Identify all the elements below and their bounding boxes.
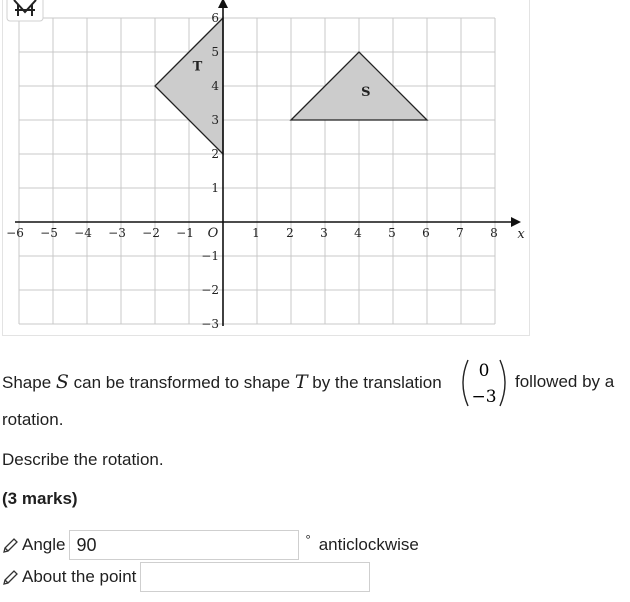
y-tick-label: 1 bbox=[211, 181, 219, 195]
vector-bottom: −3 bbox=[471, 387, 497, 407]
y-tick-label: 5 bbox=[211, 45, 219, 59]
x-tick-label: 3 bbox=[320, 226, 328, 240]
x-tick-label: 5 bbox=[388, 226, 396, 240]
y-tick-label: 4 bbox=[211, 79, 219, 93]
translation-vector bbox=[456, 356, 512, 410]
x-tick-label: 6 bbox=[422, 226, 430, 240]
q-text-a: Shape bbox=[2, 373, 52, 392]
shape-label-t: T bbox=[192, 59, 203, 75]
x-tick-label: −6 bbox=[6, 226, 24, 240]
question-line-1 bbox=[2, 371, 442, 394]
vector-top: 0 bbox=[478, 361, 490, 381]
point-row bbox=[2, 562, 370, 592]
y-tick-label: −3 bbox=[201, 317, 219, 331]
y-tick-label: −1 bbox=[201, 249, 219, 263]
y-tick-label: 6 bbox=[211, 11, 219, 25]
x-axis-arrow bbox=[511, 217, 521, 227]
y-tick-label: 3 bbox=[211, 113, 219, 127]
coordinate-grid bbox=[3, 0, 531, 336]
origin-label: O bbox=[207, 226, 219, 241]
x-axis-label: x bbox=[517, 227, 525, 242]
marks-label: (3 marks) bbox=[2, 489, 78, 508]
angle-row bbox=[2, 530, 419, 560]
q-text-d: followed by a bbox=[515, 372, 615, 391]
angle-label: Angle bbox=[22, 535, 66, 554]
y-tick-label: −2 bbox=[201, 283, 219, 297]
shape-s-symbol: S bbox=[55, 371, 69, 393]
q-text-b: can be transformed to shape bbox=[73, 373, 291, 392]
question-line-3: Describe the rotation. bbox=[2, 450, 164, 469]
x-tick-label: 2 bbox=[286, 226, 294, 240]
x-tick-label: 1 bbox=[252, 226, 260, 240]
degree-symbol: ° bbox=[305, 531, 311, 547]
x-tick-label: 8 bbox=[490, 226, 498, 240]
question-line-2: rotation. bbox=[2, 410, 64, 429]
x-tick-label: 7 bbox=[456, 226, 464, 240]
point-label: About the point bbox=[22, 567, 137, 586]
x-tick-label: −1 bbox=[176, 226, 194, 240]
x-tick-label: 4 bbox=[354, 226, 362, 240]
shape-label-s: S bbox=[361, 85, 371, 101]
x-tick-label: −4 bbox=[74, 226, 92, 240]
direction-label: anticlockwise bbox=[318, 535, 419, 554]
angle-input[interactable] bbox=[69, 530, 299, 560]
point-input[interactable] bbox=[140, 562, 370, 592]
x-tick-label: −3 bbox=[108, 226, 126, 240]
grid-lines bbox=[19, 18, 495, 324]
pencil-icon bbox=[2, 536, 20, 554]
graph-figure bbox=[2, 0, 530, 336]
q-text-c: by the translation bbox=[312, 373, 442, 392]
x-tick-label: −5 bbox=[40, 226, 58, 240]
pencil-icon bbox=[2, 568, 20, 586]
tick-labels bbox=[6, 11, 525, 331]
axes-layer bbox=[15, 0, 521, 326]
y-tick-label: 2 bbox=[211, 147, 219, 161]
shape-t-symbol: T bbox=[294, 371, 308, 393]
x-tick-label: −2 bbox=[142, 226, 160, 240]
draw-tool-icon[interactable] bbox=[6, 0, 44, 22]
y-axis-arrow bbox=[218, 0, 228, 8]
